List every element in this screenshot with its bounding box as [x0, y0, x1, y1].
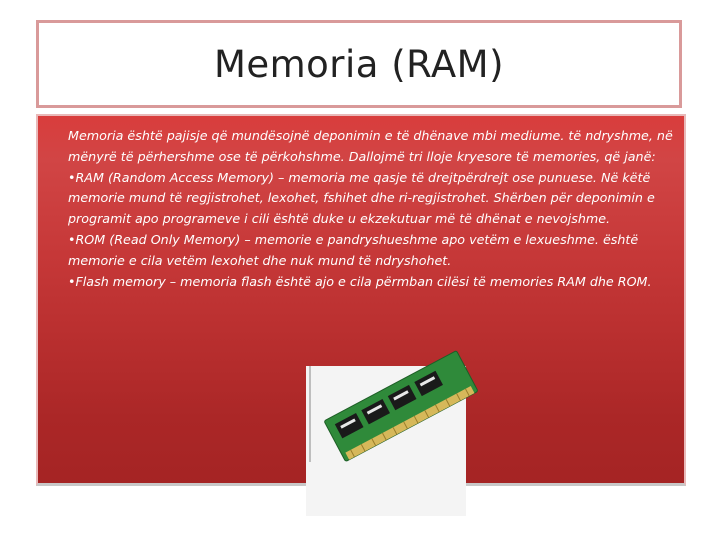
bullet-item-flash	[28, 272, 688, 293]
slide-title: Memoria (RAM)	[213, 42, 505, 86]
bullet-marker: •	[28, 274, 35, 288]
bullet-item-rom	[28, 230, 688, 272]
ram-module-image	[306, 366, 466, 516]
bullet-text: •RAM (Random Access Memory) – memoria me qasje të drejtpërdrejt ose punuese. Në këtë memorie mund të regjistrohet, lexohet, fshihet dhe ri-regjistrohet. Shërben për deponimin e programit apo programeve i cili është duke u ekzekutuar më të dhënat e nevojshme.	[68, 169, 655, 227]
bullet-list	[28, 126, 688, 292]
bullet-marker: •	[28, 129, 35, 142]
content-panel	[28, 114, 686, 486]
bullet-text: Memoria është pajisje që mundësojnë deponimin e të dhënave mbi mediume. të ndryshme, në mënyrë të përhershme ose të përkohshme. Dallojmë tri lloje kryesore të memories, që janë:	[68, 128, 673, 164]
bullet-marker: •	[28, 232, 35, 246]
bullet-item-memoria	[28, 126, 688, 168]
bullet-marker: •	[28, 170, 35, 184]
bullet-text: •Flash memory – memoria flash është ajo e cila përmban cilësi të memories RAM dhe ROM.	[68, 273, 652, 289]
bullet-text: •ROM (Read Only Memory) – memorie e pandryshueshme apo vetëm e lexueshme. është memorie e cila vetëm lexohet dhe nuk mund të ndryshohet.	[68, 231, 639, 268]
title-box	[36, 20, 682, 108]
bullet-item-ram	[28, 168, 688, 230]
